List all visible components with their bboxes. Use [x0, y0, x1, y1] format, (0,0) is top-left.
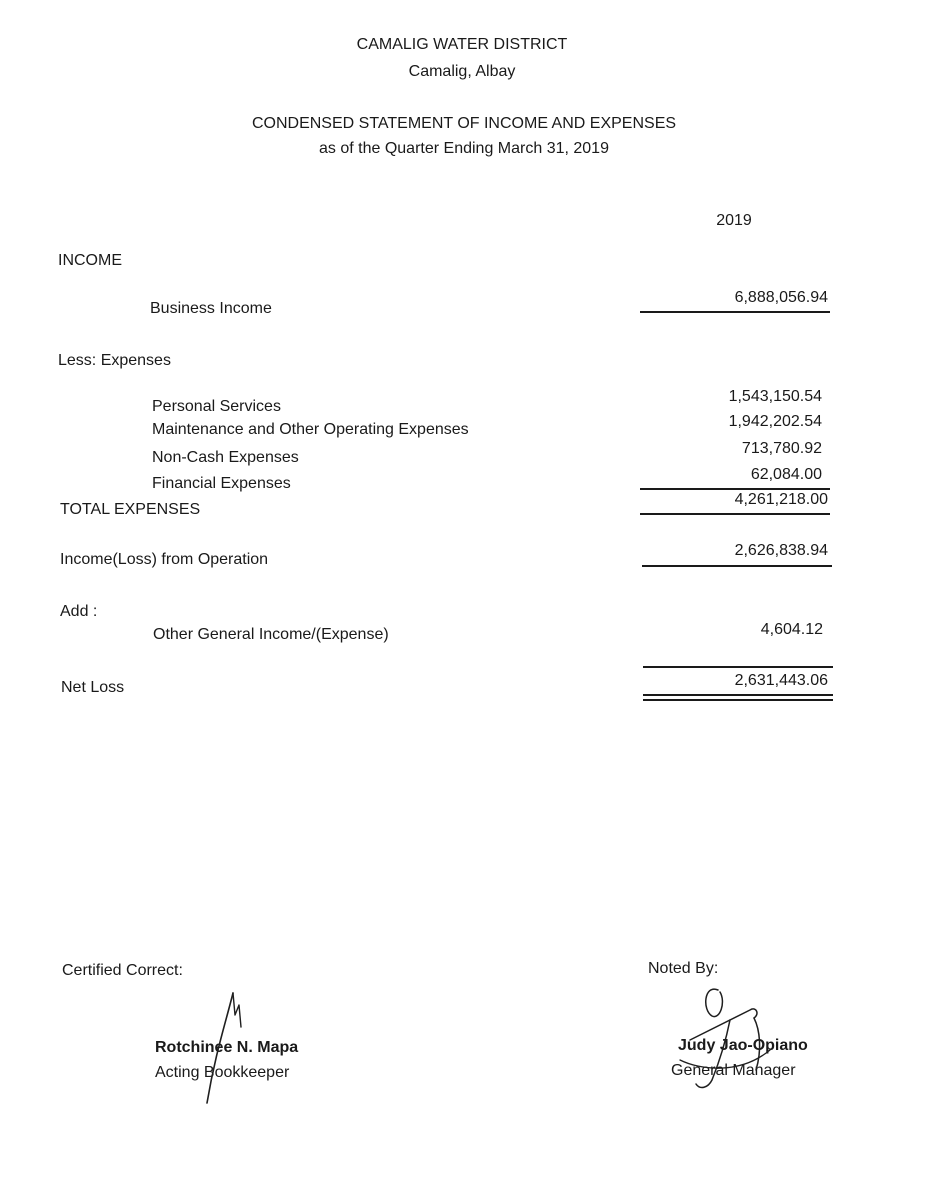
expense-value: 1,543,150.54: [728, 388, 822, 405]
add-heading: Add :: [60, 603, 98, 620]
expense-label: Maintenance and Other Operating Expenses: [152, 421, 469, 438]
expenses-heading: Less: Expenses: [58, 352, 171, 369]
org-location: Camalig, Albay: [408, 63, 516, 80]
operation-rule: [642, 565, 832, 567]
certifier-title: Acting Bookkeeper: [155, 1064, 290, 1081]
expense-value: 1,942,202.54: [728, 413, 822, 430]
statement-title: CONDENSED STATEMENT OF INCOME AND EXPENSES: [251, 115, 677, 132]
expenses-subtotal-rule: [640, 488, 830, 490]
expense-label: Non-Cash Expenses: [152, 449, 299, 466]
total-expenses-label: TOTAL EXPENSES: [60, 501, 201, 518]
expense-value: 713,780.92: [741, 440, 822, 457]
certifier-signature: [185, 985, 245, 1110]
expense-label: Personal Services: [152, 398, 281, 415]
operation-value: 2,626,838.94: [734, 542, 828, 559]
business-income-value: 6,888,056.94: [734, 289, 828, 306]
noter-title: General Manager: [671, 1062, 796, 1079]
noter-signature: [660, 980, 790, 1100]
expense-label: Financial Expenses: [152, 475, 291, 492]
business-income-label: Business Income: [150, 300, 272, 317]
certifier-name: Rotchinee N. Mapa: [155, 1039, 299, 1056]
column-year: 2019: [716, 212, 752, 229]
expense-value: 62,084.00: [750, 466, 822, 483]
other-income-value: 4,604.12: [760, 621, 823, 638]
income-heading: INCOME: [58, 252, 122, 269]
total-expenses-rule: [640, 513, 830, 515]
statement-period: as of the Quarter Ending March 31, 2019: [319, 140, 609, 157]
operation-label: Income(Loss) from Operation: [60, 551, 269, 568]
net-loss-value: 2,631,443.06: [734, 672, 828, 689]
noter-name: Judy Jao-Opiano: [678, 1037, 808, 1054]
total-expenses-value: 4,261,218.00: [734, 491, 828, 508]
other-income-label: Other General Income/(Expense): [153, 626, 389, 643]
business-income-rule: [640, 311, 830, 313]
certified-correct-label: Certified Correct:: [62, 962, 183, 979]
org-name: CAMALIG WATER DISTRICT: [356, 36, 568, 53]
noted-by-label: Noted By:: [648, 960, 719, 977]
net-double-rule-upper: [643, 694, 833, 696]
net-double-rule-lower: [643, 699, 833, 701]
net-loss-label: Net Loss: [61, 679, 125, 696]
net-top-rule: [643, 666, 833, 668]
